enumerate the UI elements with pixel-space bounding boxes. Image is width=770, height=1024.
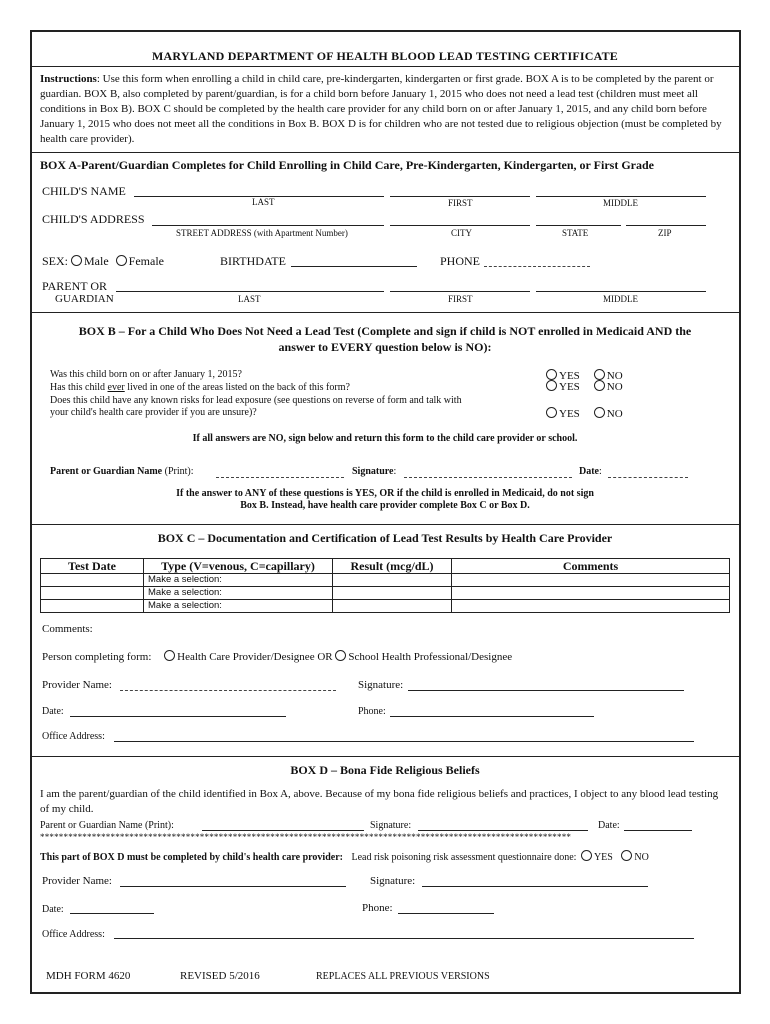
- box-b-note-1: If the answer to ANY of these questions is YES, OR if the child is enrolled in Medicaid, do not sign: [176, 488, 594, 499]
- test-date-cell[interactable]: [41, 600, 144, 613]
- male-label: Male: [84, 254, 109, 268]
- q2-text: Has this child: [50, 382, 108, 393]
- q2-text-end: lived in one of the areas listed on the back of this form?: [124, 382, 350, 393]
- q2-emphasis: ever: [107, 382, 125, 393]
- person-completing-row: [42, 650, 512, 663]
- divider: [32, 312, 739, 313]
- middle-label: MIDDLE: [603, 294, 638, 304]
- date-label: Date: [579, 466, 599, 477]
- sex-label: SEX:: [42, 254, 69, 268]
- box-b-title-2: answer to EVERY question below is NO):: [278, 340, 492, 354]
- box-d-parent-name-label: Parent or Guardian Name (Print):: [40, 820, 174, 831]
- q2-no-radio[interactable]: [594, 380, 605, 391]
- male-radio[interactable]: [71, 255, 82, 266]
- replaces-note: REPLACES ALL PREVIOUS VERSIONS: [316, 971, 490, 982]
- childs-first-name-field[interactable]: [390, 196, 530, 197]
- box-b-date: Date:: [579, 466, 602, 477]
- question-3-line-1: Does this child have any known risks for lead exposure (see questions on reverse of form and talk with: [50, 395, 462, 406]
- table-row: [41, 574, 730, 587]
- box-c-date-field[interactable]: [70, 716, 286, 717]
- result-cell[interactable]: [333, 574, 452, 587]
- box-b-signature-row: [50, 466, 194, 477]
- parent-name-label: Parent or Guardian Name: [50, 466, 163, 477]
- type-select[interactable]: Make a selection:: [144, 600, 333, 613]
- box-d-title: BOX D – Bona Fide Religious Beliefs: [290, 763, 480, 777]
- questionnaire-label: Lead risk poisoning risk assessment questionnaire done:: [351, 852, 577, 863]
- q1-yes-radio[interactable]: [546, 369, 557, 380]
- box-d-parent-name-field[interactable]: [202, 830, 364, 831]
- instructions: [40, 72, 728, 147]
- phone-label: PHONE: [440, 254, 481, 268]
- table-row: [41, 600, 730, 613]
- box-c-phone-field[interactable]: [390, 716, 594, 717]
- yes-label: YES: [559, 381, 580, 393]
- box-c-signature-field[interactable]: [408, 690, 684, 691]
- childs-name-label: CHILD'S NAME: [42, 184, 126, 198]
- instructions-text: : Use this form when enrolling a child in child care, pre-kindergarten, kindergarten or first grade. BOX A is to be completed by the parent or guardian. BOX B, also completed by parent/guardian, is for a child born before January 1, 2015 who does not need a lead test (children must meet all conditions in Box B). BOX C should be completed by the health care provider for any child born on or after January 1, 2015, and any child born before January 1, 2015 who does not meet all the conditions in Box B. BOX D is for children who are not tested due to religious objection (must be completed by health care provider).: [40, 73, 722, 145]
- signature-label: Signature: [352, 466, 394, 477]
- sex-row: [42, 254, 164, 269]
- question-1: Was this child born on or after January 1, 2015?: [50, 369, 242, 380]
- box-d-phone-label: Phone:: [362, 902, 393, 914]
- box-d-office-address-field[interactable]: [114, 938, 694, 939]
- divider: [32, 756, 739, 757]
- instructions-label: Instructions: [40, 73, 97, 85]
- box-d-signature-field[interactable]: [418, 830, 588, 831]
- test-results-table: [40, 558, 730, 613]
- box-d-provider-name-field[interactable]: [120, 886, 346, 887]
- yes-label: YES: [559, 408, 580, 420]
- box-c-phone-label: Phone:: [358, 706, 386, 717]
- parent-or-label: PARENT OR: [42, 279, 108, 293]
- type-select[interactable]: Make a selection:: [144, 574, 333, 587]
- box-b-parent-name-field[interactable]: [216, 477, 344, 478]
- no-label: NO: [634, 852, 649, 863]
- yes-label: YES: [593, 852, 613, 863]
- no-label: NO: [606, 370, 623, 382]
- zip-field[interactable]: [626, 225, 706, 226]
- or-label: OR: [317, 651, 333, 663]
- result-cell[interactable]: [333, 587, 452, 600]
- q3-yes-radio[interactable]: [546, 407, 557, 418]
- guardian-first-name-field[interactable]: [390, 291, 530, 292]
- box-b-title-1: BOX B – For a Child Who Does Not Need a Lead Test (Complete and sign if child is NOT enrolled in Medicaid AND the: [78, 324, 692, 338]
- box-d-signature2-label: Signature:: [370, 875, 416, 887]
- city-field[interactable]: [390, 225, 530, 226]
- divider: [32, 152, 739, 153]
- type-select[interactable]: Make a selection:: [144, 587, 333, 600]
- school-radio[interactable]: [335, 650, 346, 661]
- column-header: Comments: [452, 559, 730, 574]
- state-field[interactable]: [536, 225, 621, 226]
- column-header: Test Date: [41, 559, 144, 574]
- box-c-office-address-label: Office Address:: [42, 731, 105, 742]
- box-d-phone-field[interactable]: [398, 913, 494, 914]
- divider: [32, 66, 739, 67]
- first-label: FIRST: [448, 294, 473, 304]
- print-label: (Print):: [162, 466, 194, 477]
- box-c-provider-name-field[interactable]: [120, 690, 336, 691]
- box-a-title: BOX A-Parent/Guardian Completes for Child Enrolling in Child Care, Pre-Kindergarten, Kindergarten, or First Grade: [40, 158, 654, 172]
- form-title: MARYLAND DEPARTMENT OF HEALTH BLOOD LEAD TESTING CERTIFICATE: [151, 49, 619, 63]
- female-radio[interactable]: [116, 255, 127, 266]
- all-no-instruction: If all answers are NO, sign below and return this form to the child care provider or school.: [192, 433, 578, 444]
- comments-cell[interactable]: [452, 587, 730, 600]
- q2-yes-radio[interactable]: [546, 380, 557, 391]
- box-d-office-address-label: Office Address:: [42, 929, 105, 940]
- question-2: [50, 382, 350, 393]
- box-d-provider-name-label: Provider Name:: [42, 875, 112, 887]
- divider: [32, 524, 739, 525]
- box-c-provider-name-label: Provider Name:: [42, 679, 112, 691]
- person-completing-label: Person completing form:: [42, 651, 152, 663]
- no-label: NO: [606, 381, 623, 393]
- table-header-row: [41, 559, 730, 574]
- box-c-date-label: Date:: [42, 706, 64, 717]
- birthdate-field[interactable]: [291, 266, 417, 267]
- box-b-date-field[interactable]: [608, 477, 688, 478]
- yes-label: YES: [559, 370, 580, 382]
- childs-address-label: CHILD'S ADDRESS: [42, 212, 145, 226]
- box-d-signature-label: Signature:: [370, 820, 412, 831]
- box-c-title: BOX C – Documentation and Certification of Lead Test Results by Health Care Provider: [157, 531, 613, 545]
- box-d-date-field[interactable]: [624, 830, 692, 831]
- test-date-cell[interactable]: [41, 574, 144, 587]
- provider-part-row: [40, 850, 649, 863]
- result-cell[interactable]: [333, 600, 452, 613]
- column-header: Result (mcg/dL): [333, 559, 452, 574]
- last-label: LAST: [252, 197, 275, 207]
- box-d-date2-label: Date:: [42, 904, 64, 915]
- box-d-statement: I am the parent/guardian of the child identified in Box A, above. Because of my bona fide religious beliefs and practices, I object to any blood lead testing of my child.: [40, 788, 719, 815]
- provider-part-label: This part of BOX D must be completed by child's health care provider:: [40, 852, 343, 863]
- first-label: FIRST: [448, 198, 473, 208]
- comments-cell[interactable]: [452, 574, 730, 587]
- guardian-last-name-field[interactable]: [116, 291, 384, 292]
- hcp-radio[interactable]: [164, 650, 175, 661]
- q1-no-radio[interactable]: [594, 369, 605, 380]
- box-b-signature-field[interactable]: [404, 477, 572, 478]
- form-number: MDH FORM 4620: [46, 970, 131, 982]
- comments-cell[interactable]: [452, 600, 730, 613]
- guardian-middle-name-field[interactable]: [536, 291, 706, 292]
- no-label: NO: [606, 408, 623, 420]
- box-b-note-2: Box B. Instead, have health care provider complete Box C or Box D.: [240, 500, 530, 511]
- box-c-comments-label: Comments:: [42, 623, 93, 635]
- street-address-field[interactable]: [152, 225, 384, 226]
- phone-field[interactable]: [484, 266, 590, 267]
- female-label: Female: [128, 254, 164, 268]
- q3-no-radio[interactable]: [594, 407, 605, 418]
- middle-label: MIDDLE: [603, 198, 638, 208]
- box-b-signature: Signature:: [352, 466, 397, 477]
- last-label: LAST: [238, 294, 261, 304]
- box-c-office-address-field[interactable]: [114, 741, 694, 742]
- box-d-signature2-field[interactable]: [422, 886, 648, 887]
- star-separator: *****************************************************************************************************************: [40, 832, 572, 842]
- school-label: School Health Professional/Designee: [348, 651, 513, 663]
- questionnaire-yes-radio[interactable]: [581, 850, 592, 861]
- test-date-cell[interactable]: [41, 587, 144, 600]
- revised-date: REVISED 5/2016: [180, 970, 260, 982]
- hcp-label: Health Care Provider/Designee: [177, 651, 315, 663]
- question-3-line-2: your child's health care provider if you are unsure)?: [50, 407, 257, 418]
- childs-middle-name-field[interactable]: [536, 196, 706, 197]
- zip-label: ZIP: [658, 228, 672, 238]
- questionnaire-no-radio[interactable]: [621, 850, 632, 861]
- city-label: CITY: [451, 228, 472, 238]
- street-label: STREET ADDRESS (with Apartment Number): [176, 228, 348, 238]
- box-c-signature-label: Signature:: [358, 679, 404, 691]
- box-d-date2-field[interactable]: [70, 913, 154, 914]
- q3-answers: [546, 407, 623, 420]
- guardian-label: GUARDIAN: [55, 293, 114, 305]
- q2-answers: [546, 380, 623, 393]
- state-label: STATE: [562, 228, 589, 238]
- column-header: Type (V=venous, C=capillary): [144, 559, 333, 574]
- box-d-date-label: Date:: [598, 820, 620, 831]
- table-row: [41, 587, 730, 600]
- birthdate-label: BIRTHDATE: [220, 254, 286, 268]
